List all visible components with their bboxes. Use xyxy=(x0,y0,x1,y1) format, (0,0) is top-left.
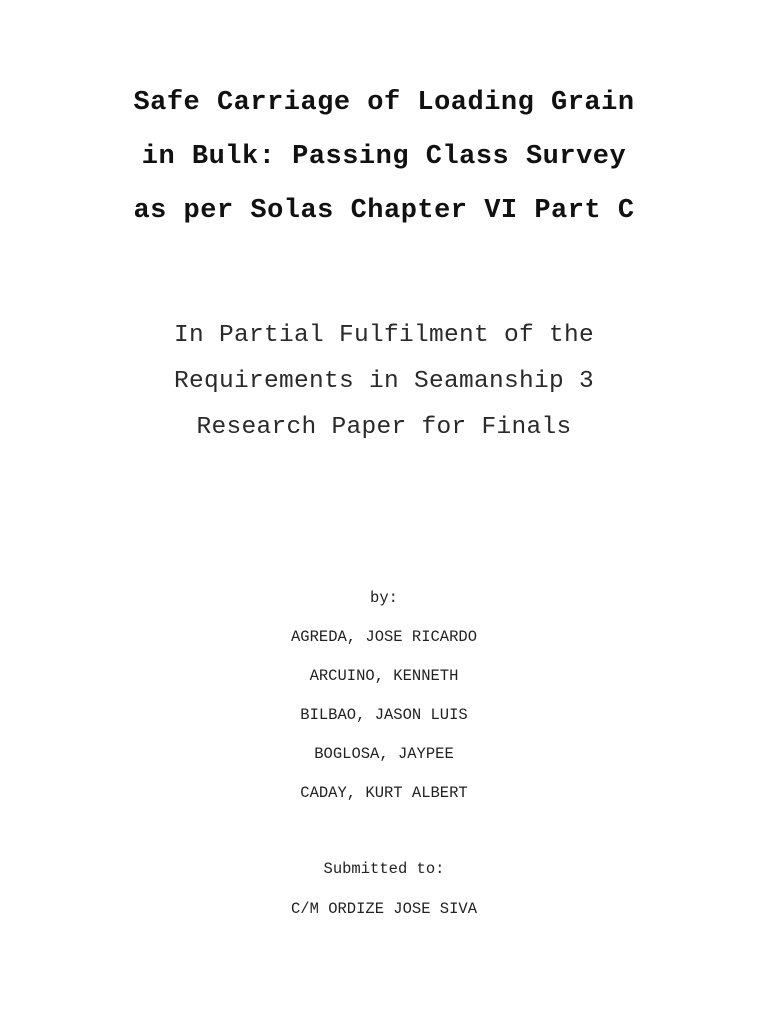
recipient-name: C/M ORDIZE JOSE SIVA xyxy=(290,900,478,918)
author-name: ARCUINO, KENNETH xyxy=(309,667,459,685)
author-name: BILBAO, JASON LUIS xyxy=(300,706,468,724)
author-name: CADAY, KURT ALBERT xyxy=(300,784,468,802)
authors-label: by: xyxy=(370,589,398,607)
submitted-to-label: Submitted to: xyxy=(323,860,445,878)
author-name: BOGLOSA, JAYPEE xyxy=(314,745,454,763)
title-line-1: Safe Carriage of Loading Grain xyxy=(133,88,635,118)
author-name: AGREDA, JOSE RICARDO xyxy=(290,628,478,646)
title-line-2: in Bulk: Passing Class Survey xyxy=(141,142,627,172)
subtitle-line-1: In Partial Fulfilment of the xyxy=(173,322,595,349)
subtitle-line-2: Requirements in Seamanship 3 xyxy=(173,368,595,395)
title-line-3: as per Solas Chapter VI Part C xyxy=(133,196,635,226)
subtitle-line-3: Research Paper for Finals xyxy=(196,414,572,441)
